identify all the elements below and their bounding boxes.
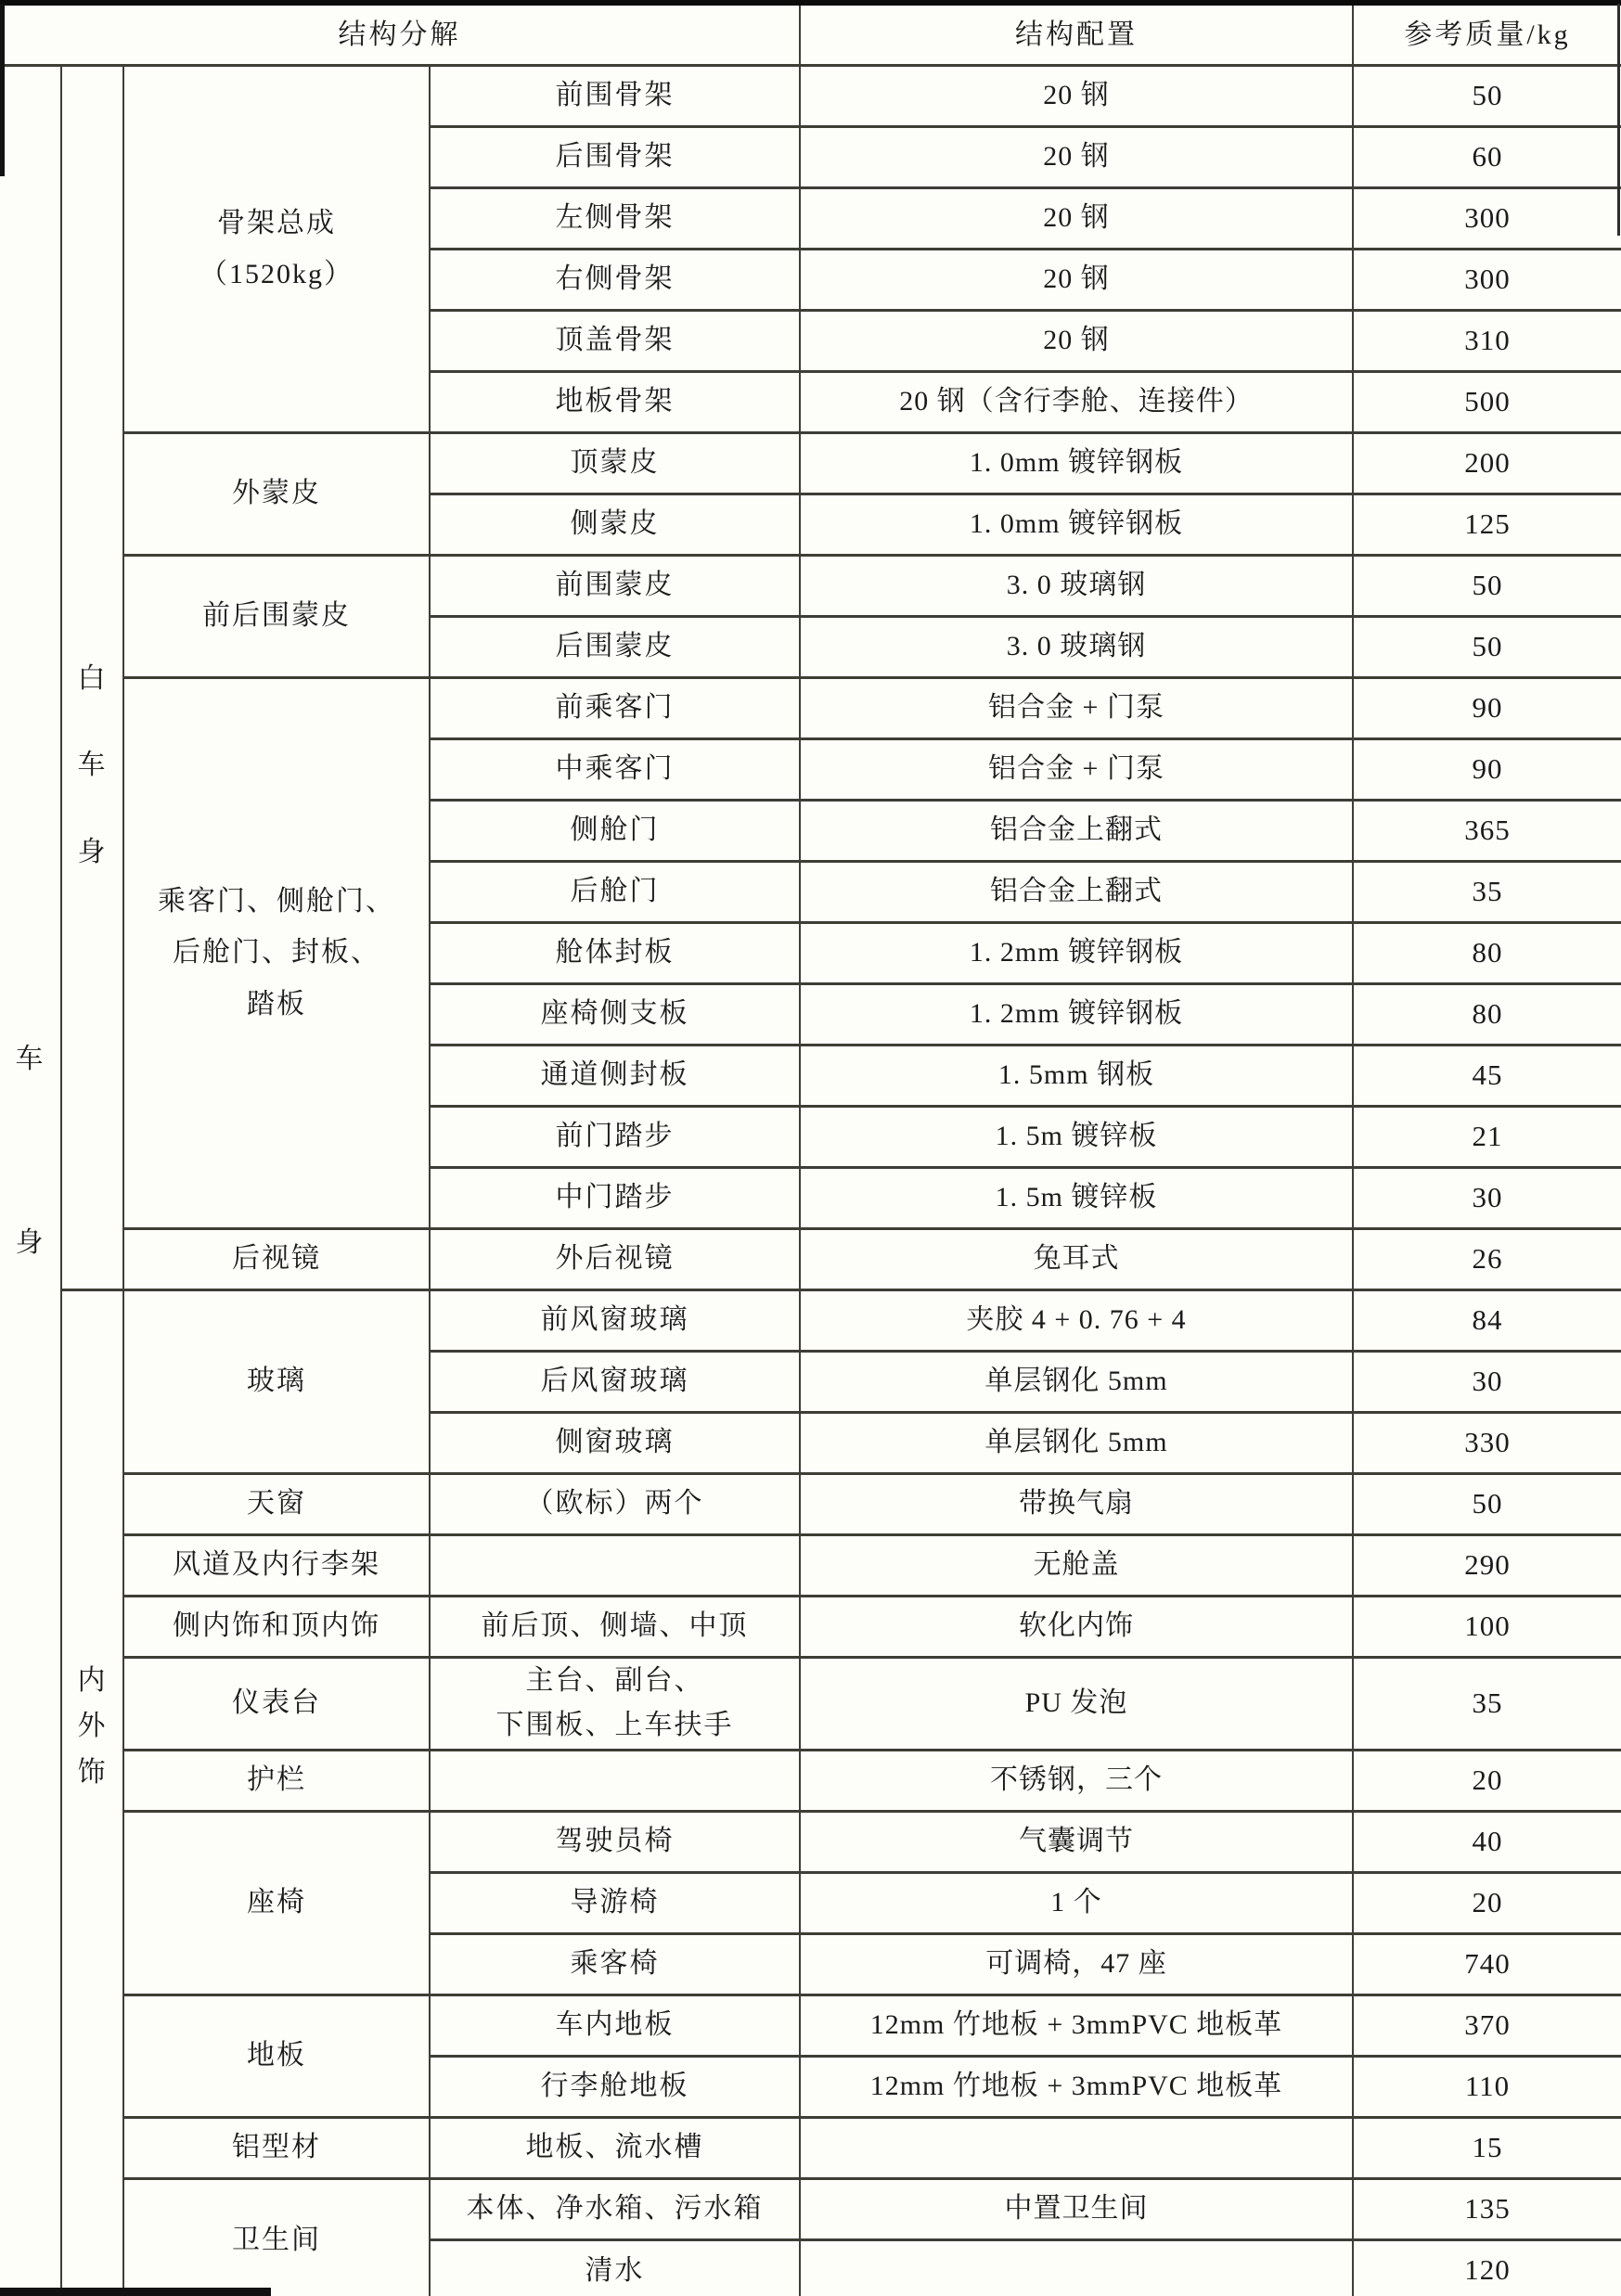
mass-cell: 30 xyxy=(1353,1167,1621,1228)
table-row xyxy=(0,1596,1621,1657)
config-cell: 12mm 竹地板 + 3mmPVC 地板革 xyxy=(800,2056,1353,2117)
item-cell: 前乘客门 xyxy=(430,677,800,738)
config-cell: 20 钢 xyxy=(800,187,1353,249)
config-cell: 铝合金 + 门泵 xyxy=(800,738,1353,800)
mass-cell: 100 xyxy=(1353,1596,1621,1657)
config-cell: PU 发泡 xyxy=(800,1657,1353,1750)
mass-cell: 330 xyxy=(1353,1412,1621,1473)
item-cell: 后风窗玻璃 xyxy=(430,1351,800,1412)
config-cell: 单层钢化 5mm xyxy=(800,1412,1353,1473)
mass-cell: 35 xyxy=(1353,1657,1621,1750)
group-cell-glass: 玻璃 xyxy=(123,1289,430,1473)
config-cell: 单层钢化 5mm xyxy=(800,1351,1353,1412)
table-row xyxy=(0,1228,1621,1289)
table-row xyxy=(0,2178,1621,2239)
header-structure-config: 结构配置 xyxy=(800,3,1353,65)
config-cell: 1. 5mm 钢板 xyxy=(800,1045,1353,1106)
item-cell: 清水 xyxy=(430,2239,800,2296)
mass-cell: 370 xyxy=(1353,1995,1621,2056)
mass-cell: 50 xyxy=(1353,555,1621,616)
table-row xyxy=(0,677,1621,738)
item-cell: 侧窗玻璃 xyxy=(430,1412,800,1473)
config-cell: 3. 0 玻璃钢 xyxy=(800,555,1353,616)
side-label-body: 车 身 xyxy=(0,65,61,2296)
item-cell: 驾驶员椅 xyxy=(430,1811,800,1872)
config-cell: 12mm 竹地板 + 3mmPVC 地板革 xyxy=(800,1995,1353,2056)
item-cell: 前围蒙皮 xyxy=(430,555,800,616)
item-cell: 地板、流水槽 xyxy=(430,2117,800,2178)
item-cell: 地板骨架 xyxy=(430,371,800,432)
item-cell-empty xyxy=(430,1534,800,1596)
table-row xyxy=(0,1750,1621,1811)
group-cell-instrument-panel: 仪表台 xyxy=(123,1657,430,1750)
config-cell: 3. 0 玻璃钢 xyxy=(800,616,1353,677)
group-cell-front-rear-skin: 前后围蒙皮 xyxy=(123,555,430,677)
mass-cell: 50 xyxy=(1353,1473,1621,1534)
table-row xyxy=(0,65,1621,126)
mass-cell: 135 xyxy=(1353,2178,1621,2239)
mass-cell: 125 xyxy=(1353,494,1621,555)
header-structure-breakdown: 结构分解 xyxy=(0,3,800,65)
group-cell-rearview-mirror: 后视镜 xyxy=(123,1228,430,1289)
group-cell-air-duct-luggage-rack: 风道及内行李架 xyxy=(123,1534,430,1596)
config-cell: 20 钢 xyxy=(800,65,1353,126)
mass-cell: 21 xyxy=(1353,1106,1621,1167)
config-cell: 20 钢 xyxy=(800,310,1353,371)
item-cell: 本体、净水箱、污水箱 xyxy=(430,2178,800,2239)
config-cell: 铝合金上翻式 xyxy=(800,800,1353,861)
config-cell: 软化内饰 xyxy=(800,1596,1353,1657)
mass-cell: 310 xyxy=(1353,310,1621,371)
mass-cell: 50 xyxy=(1353,616,1621,677)
item-cell: 侧舱门 xyxy=(430,800,800,861)
mass-cell: 60 xyxy=(1353,126,1621,187)
config-cell: 中置卫生间 xyxy=(800,2178,1353,2239)
item-cell: 前门踏步 xyxy=(430,1106,800,1167)
table-row xyxy=(0,1534,1621,1596)
config-cell: 不锈钢，三个 xyxy=(800,1750,1353,1811)
config-cell: 兔耳式 xyxy=(800,1228,1353,1289)
table-row xyxy=(0,2117,1621,2178)
mass-cell: 26 xyxy=(1353,1228,1621,1289)
mass-cell: 365 xyxy=(1353,800,1621,861)
item-cell: 舱体封板 xyxy=(430,922,800,983)
item-cell: 通道侧封板 xyxy=(430,1045,800,1106)
config-cell: 1. 0mm 镀锌钢板 xyxy=(800,432,1353,494)
right-border-remnant xyxy=(1617,4,1620,236)
item-cell: 顶蒙皮 xyxy=(430,432,800,494)
config-cell-empty xyxy=(800,2117,1353,2178)
item-cell: 座椅侧支板 xyxy=(430,983,800,1045)
mass-cell: 45 xyxy=(1353,1045,1621,1106)
item-cell: 前后顶、侧墙、中顶 xyxy=(430,1596,800,1657)
config-cell: 1. 0mm 镀锌钢板 xyxy=(800,494,1353,555)
item-cell: 主台、副台、 下围板、上车扶手 xyxy=(430,1657,800,1750)
mass-cell: 300 xyxy=(1353,249,1621,310)
item-cell: 后舱门 xyxy=(430,861,800,922)
item-cell: 中门踏步 xyxy=(430,1167,800,1228)
item-cell: （欧标）两个 xyxy=(430,1473,800,1534)
mass-cell: 20 xyxy=(1353,1750,1621,1811)
group-cell-doors-panels-steps: 乘客门、侧舱门、 后舱门、封板、 踏板 xyxy=(123,677,430,1228)
mass-cell: 90 xyxy=(1353,738,1621,800)
item-cell: 车内地板 xyxy=(430,1995,800,2056)
config-cell-empty xyxy=(800,2239,1353,2296)
group-cell-guardrail: 护栏 xyxy=(123,1750,430,1811)
config-cell: 铝合金 + 门泵 xyxy=(800,677,1353,738)
mass-cell: 84 xyxy=(1353,1289,1621,1351)
mass-cell: 300 xyxy=(1353,187,1621,249)
side-label-body-in-white: 白 车 身 xyxy=(61,65,123,1289)
config-cell: 20 钢 xyxy=(800,249,1353,310)
table-row xyxy=(0,432,1621,494)
left-border-remnant xyxy=(0,4,5,176)
group-cell-restroom: 卫生间 xyxy=(123,2178,430,2296)
table-row xyxy=(0,555,1621,616)
table-row xyxy=(0,1811,1621,1872)
mass-cell: 80 xyxy=(1353,983,1621,1045)
group-cell-side-roof-trim: 侧内饰和顶内饰 xyxy=(123,1596,430,1657)
item-cell: 右侧骨架 xyxy=(430,249,800,310)
config-cell: 1. 5m 镀锌板 xyxy=(800,1106,1353,1167)
item-cell: 顶盖骨架 xyxy=(430,310,800,371)
item-cell: 中乘客门 xyxy=(430,738,800,800)
config-cell: 20 钢 xyxy=(800,126,1353,187)
bottom-border-remnant xyxy=(0,2288,271,2296)
config-cell: 可调椅，47 座 xyxy=(800,1933,1353,1995)
group-cell-seats: 座椅 xyxy=(123,1811,430,1995)
config-cell: 1. 2mm 镀锌钢板 xyxy=(800,983,1353,1045)
group-cell-aluminum-profile: 铝型材 xyxy=(123,2117,430,2178)
item-cell: 前围骨架 xyxy=(430,65,800,126)
mass-cell: 200 xyxy=(1353,432,1621,494)
config-cell: 气囊调节 xyxy=(800,1811,1353,1872)
config-cell: 无舱盖 xyxy=(800,1534,1353,1596)
mass-cell: 40 xyxy=(1353,1811,1621,1872)
item-cell: 左侧骨架 xyxy=(430,187,800,249)
group-cell-outer-skin: 外蒙皮 xyxy=(123,432,430,555)
config-cell: 1. 2mm 镀锌钢板 xyxy=(800,922,1353,983)
mass-cell: 35 xyxy=(1353,861,1621,922)
item-cell: 外后视镜 xyxy=(430,1228,800,1289)
config-cell: 20 钢（含行李舱、连接件） xyxy=(800,371,1353,432)
group-cell-floor: 地板 xyxy=(123,1995,430,2117)
header-row xyxy=(0,3,1621,65)
mass-cell: 30 xyxy=(1353,1351,1621,1412)
table-row xyxy=(0,1995,1621,2056)
mass-cell: 80 xyxy=(1353,922,1621,983)
side-label-interior-exterior-trim: 内 外 饰 xyxy=(61,1289,123,2296)
config-cell: 铝合金上翻式 xyxy=(800,861,1353,922)
mass-cell: 50 xyxy=(1353,65,1621,126)
item-cell: 行李舱地板 xyxy=(430,2056,800,2117)
mass-cell: 740 xyxy=(1353,1933,1621,1995)
config-cell: 1 个 xyxy=(800,1872,1353,1933)
config-cell: 夹胶 4 + 0. 76 + 4 xyxy=(800,1289,1353,1351)
header-ref-mass: 参考质量/kg xyxy=(1353,3,1621,65)
table-row xyxy=(0,1657,1621,1750)
config-cell: 1. 5m 镀锌板 xyxy=(800,1167,1353,1228)
mass-cell: 290 xyxy=(1353,1534,1621,1596)
mass-cell: 15 xyxy=(1353,2117,1621,2178)
table-row xyxy=(0,1289,1621,1351)
mass-cell: 20 xyxy=(1353,1872,1621,1933)
group-cell-sunroof: 天窗 xyxy=(123,1473,430,1534)
item-cell: 后围蒙皮 xyxy=(430,616,800,677)
mass-cell: 110 xyxy=(1353,2056,1621,2117)
mass-cell: 90 xyxy=(1353,677,1621,738)
mass-cell: 500 xyxy=(1353,371,1621,432)
item-cell: 前风窗玻璃 xyxy=(430,1289,800,1351)
config-cell: 带换气扇 xyxy=(800,1473,1353,1534)
item-cell: 导游椅 xyxy=(430,1872,800,1933)
item-cell: 后围骨架 xyxy=(430,126,800,187)
table-row xyxy=(0,1473,1621,1534)
item-cell: 侧蒙皮 xyxy=(430,494,800,555)
item-cell-empty xyxy=(430,1750,800,1811)
group-cell-frame-assembly: 骨架总成 （1520kg） xyxy=(123,65,430,432)
item-cell: 乘客椅 xyxy=(430,1933,800,1995)
mass-cell: 120 xyxy=(1353,2239,1621,2296)
